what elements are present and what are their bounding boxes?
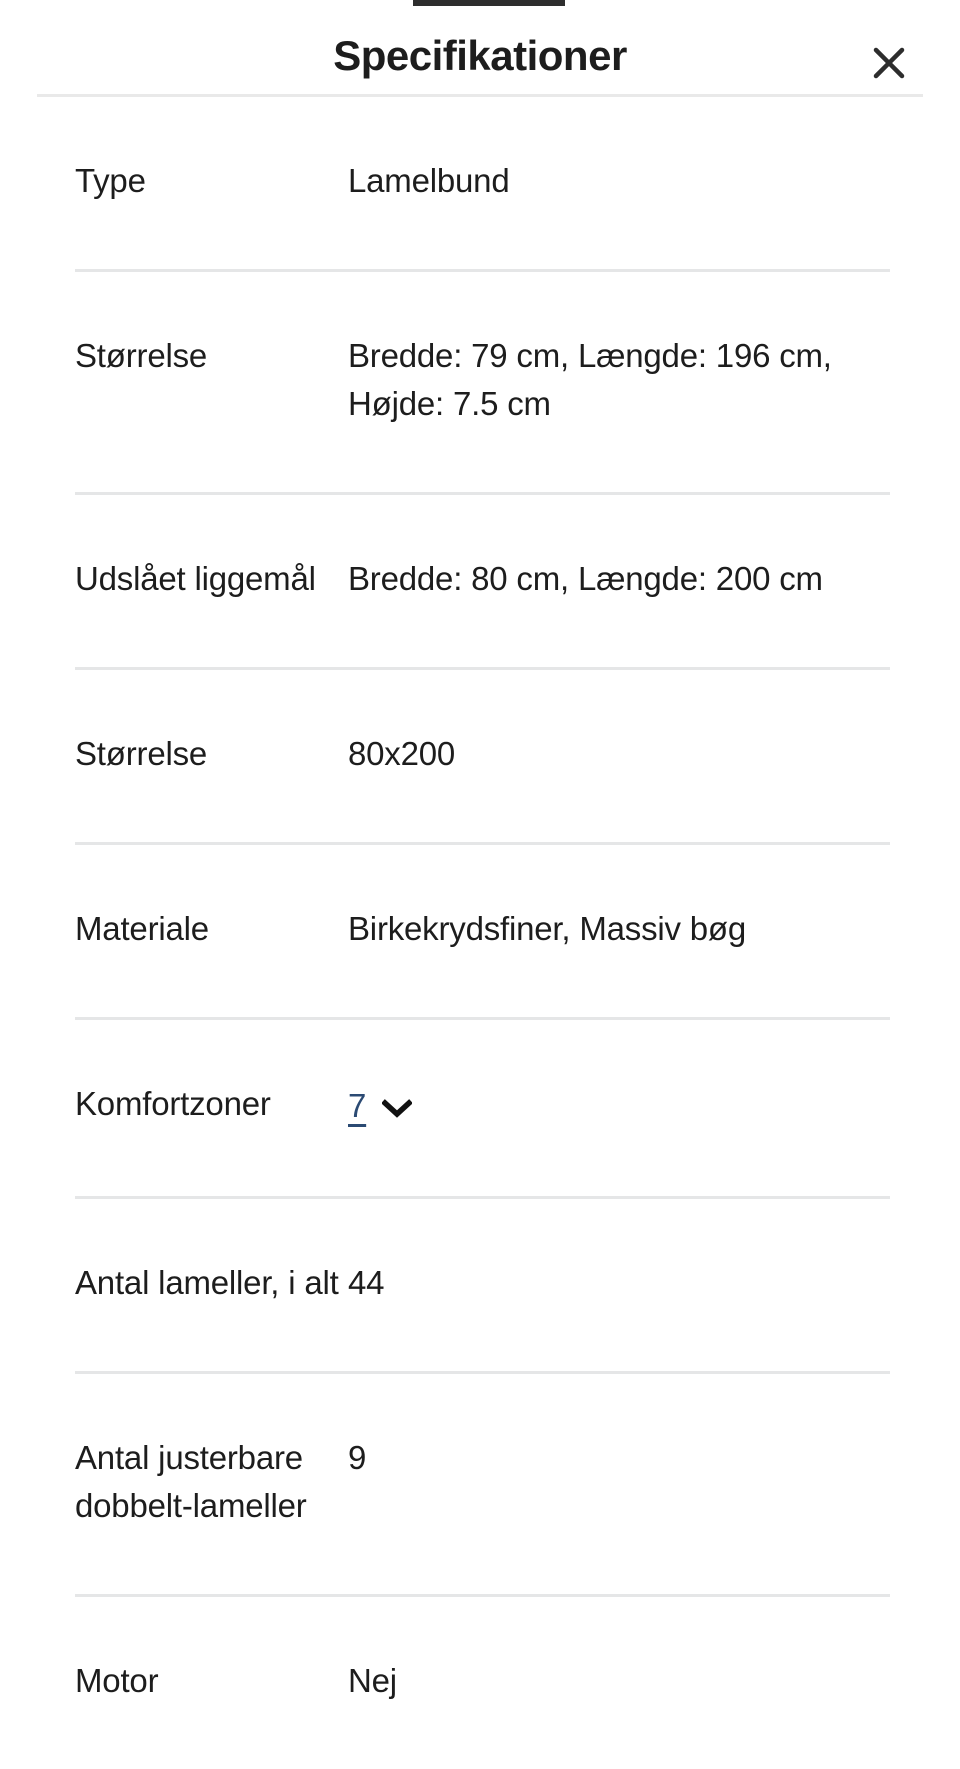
spec-row-type bbox=[75, 97, 890, 272]
spec-value: Bredde: 80 cm, Længde: 200 cm bbox=[348, 560, 823, 597]
specifications-list bbox=[0, 97, 960, 1769]
chevron-down-icon[interactable] bbox=[382, 1084, 412, 1132]
spec-value: 80x200 bbox=[348, 735, 456, 772]
spec-label: Antal lameller, i alt bbox=[75, 1264, 339, 1301]
spec-label: Komfortzoner bbox=[75, 1085, 271, 1122]
spec-label: Størrelse bbox=[75, 735, 208, 772]
spec-label: Type bbox=[75, 162, 146, 199]
spec-label: Materiale bbox=[75, 910, 209, 947]
spec-row-total-slats bbox=[75, 1199, 890, 1374]
spec-row-adjustable-double-slats bbox=[75, 1374, 890, 1597]
spec-row-motor bbox=[75, 1597, 890, 1769]
spec-row-material bbox=[75, 845, 890, 1020]
spec-row-size bbox=[75, 272, 890, 495]
spec-row-unfolded-dimensions bbox=[75, 495, 890, 670]
close-icon bbox=[872, 46, 906, 80]
spec-value: Bredde: 79 cm, Længde: 196 cm, Højde: 7.5 cm bbox=[348, 337, 832, 422]
spec-value: Nej bbox=[348, 1662, 397, 1699]
spec-value bbox=[348, 1080, 890, 1132]
spec-row-size-code bbox=[75, 670, 890, 845]
spec-value: Birkekrydsfiner, Massiv bøg bbox=[348, 910, 747, 947]
spec-label: Udslået liggemål bbox=[75, 560, 316, 597]
spec-label: Motor bbox=[75, 1662, 159, 1699]
modal-header bbox=[0, 0, 960, 94]
spec-value: Lamelbund bbox=[348, 162, 510, 199]
spec-label: Størrelse bbox=[75, 337, 208, 374]
spec-row-comfort-zones bbox=[75, 1020, 890, 1199]
spec-value: 9 bbox=[348, 1439, 367, 1476]
comfort-zones-link[interactable]: 7 bbox=[348, 1087, 367, 1124]
spec-label: Antal justerbare dobbelt-lameller bbox=[75, 1439, 307, 1524]
close-button[interactable] bbox=[866, 40, 912, 86]
spec-value: 44 bbox=[348, 1264, 385, 1301]
modal-title: Specifikationer bbox=[333, 32, 627, 79]
